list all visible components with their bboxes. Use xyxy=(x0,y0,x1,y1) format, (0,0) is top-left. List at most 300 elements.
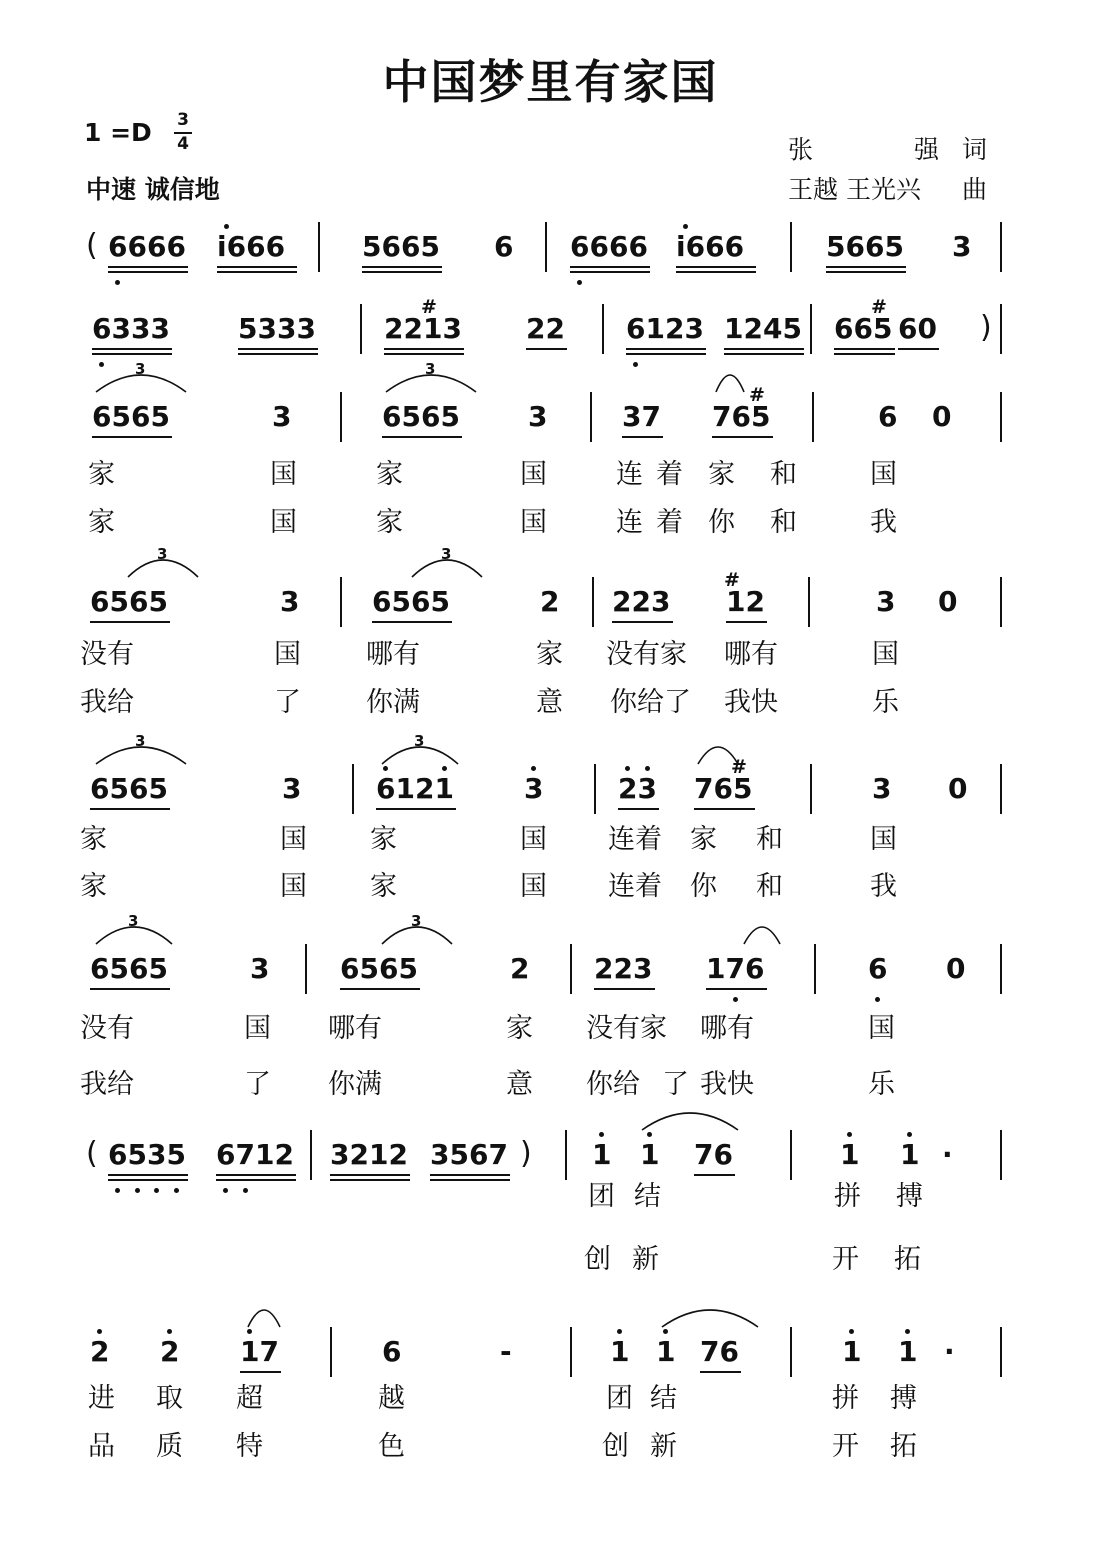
note-group: 37 xyxy=(622,400,661,433)
octave-low-dot xyxy=(243,1188,248,1193)
barline xyxy=(305,944,307,994)
note-group: 6333 xyxy=(92,312,170,345)
note-group: 3 xyxy=(250,952,270,985)
lyric-syllable: 你满 xyxy=(328,1069,382,1100)
note-group: 223 xyxy=(594,952,653,985)
lyric-syllable: 取 xyxy=(156,1383,183,1414)
barline xyxy=(570,944,572,994)
lyric-syllable: 和 xyxy=(756,824,783,855)
octave-low-dot xyxy=(633,362,638,367)
lyric-syllable: 家 xyxy=(708,459,735,490)
slur xyxy=(714,356,746,396)
octave-high-dot xyxy=(683,224,688,229)
beam-underline xyxy=(694,808,755,810)
lyric-syllable: 没有家 xyxy=(606,639,687,670)
beam-underline xyxy=(826,271,906,273)
note-group: 3 xyxy=(524,772,544,805)
lyric-syllable: 乐 xyxy=(872,687,899,718)
note-group: 6565 xyxy=(372,585,450,618)
beam-underline xyxy=(526,348,567,350)
system-6 xyxy=(0,942,1101,1022)
beam-underline xyxy=(90,808,170,810)
note-group: 765 xyxy=(712,400,771,433)
beam-underline xyxy=(217,266,297,268)
octave-high-dot xyxy=(599,1132,604,1137)
note-group: 5665 xyxy=(826,230,904,263)
parenthesis: ) xyxy=(980,310,992,345)
octave-high-dot xyxy=(905,1329,910,1334)
barline xyxy=(810,304,812,354)
sharp-accidental: # xyxy=(724,569,740,591)
lyric-syllable: 国 xyxy=(270,507,297,538)
beam-underline xyxy=(694,1174,735,1176)
lyric-syllable: 家 xyxy=(376,459,403,490)
barline xyxy=(1000,1327,1002,1377)
beam-underline xyxy=(92,348,172,350)
beam-underline xyxy=(626,348,706,350)
note-group: 176 xyxy=(706,952,765,985)
note-group: 3212 xyxy=(330,1138,408,1171)
note-group: 2 xyxy=(540,585,560,618)
lyric-syllable: 国 xyxy=(244,1013,271,1044)
lyric-syllable: 国 xyxy=(274,639,301,670)
key-signature: 1 =D xyxy=(84,118,152,147)
beam-underline xyxy=(330,1174,410,1176)
lyric-syllable: 拼 xyxy=(834,1181,861,1212)
barline xyxy=(1000,764,1002,814)
beam-underline xyxy=(612,621,673,623)
lyric-syllable: 国 xyxy=(520,871,547,902)
beam-underline xyxy=(240,1371,281,1373)
beam-underline xyxy=(570,271,650,273)
barline xyxy=(808,577,810,627)
barline xyxy=(360,304,362,354)
beam-underline xyxy=(376,808,456,810)
note-group: 76 xyxy=(700,1335,739,1368)
lyric-syllable: 了 xyxy=(662,1069,689,1100)
beam-underline xyxy=(384,353,464,355)
beam-underline xyxy=(382,436,462,438)
note-group: 6121 xyxy=(376,772,454,805)
lyric-syllable: 连 xyxy=(616,459,643,490)
beam-underline xyxy=(108,1174,188,1176)
note-group: 6666 xyxy=(570,230,648,263)
note-group: 1 xyxy=(840,1138,860,1171)
lyric-syllable: 了 xyxy=(274,687,301,718)
parenthesis: ( xyxy=(86,1136,98,1171)
lyric-syllable: 家 xyxy=(370,824,397,855)
composer-names: 王越 王光兴 xyxy=(788,175,921,204)
lyric-syllable: 家 xyxy=(536,639,563,670)
triplet-mark: 3 xyxy=(135,732,146,750)
lyric-syllable: 国 xyxy=(520,824,547,855)
lyric-syllable: 我快 xyxy=(700,1069,754,1100)
octave-high-dot xyxy=(645,766,650,771)
note-group: 60 xyxy=(898,312,937,345)
lyric-syllable: 我给 xyxy=(80,687,134,718)
beam-underline xyxy=(430,1179,510,1181)
beam-underline xyxy=(626,353,706,355)
beam-underline xyxy=(712,436,773,438)
lyric-syllable: 没有 xyxy=(80,1013,134,1044)
lyric-syllable: 家 xyxy=(690,824,717,855)
triplet-mark: 3 xyxy=(135,360,146,378)
lyric-syllable: 国 xyxy=(870,459,897,490)
note-group: 1 xyxy=(656,1335,676,1368)
barline xyxy=(330,1327,332,1377)
triplet-mark: 3 xyxy=(414,732,425,750)
lyricist-name-b: 强 xyxy=(914,135,940,164)
lyric-syllable: 拓 xyxy=(890,1431,917,1462)
lyric-syllable: 哪有 xyxy=(366,639,420,670)
lyric-syllable: 我给 xyxy=(80,1069,134,1100)
note-group: i666 xyxy=(217,230,286,263)
note-group: 6565 xyxy=(90,772,168,805)
barline xyxy=(1000,577,1002,627)
system-7 xyxy=(0,1128,1101,1208)
triplet-mark: 3 xyxy=(128,912,139,930)
barline xyxy=(565,1130,567,1180)
octave-low-dot xyxy=(115,1188,120,1193)
lyric-syllable: 团 xyxy=(606,1383,633,1414)
note-group: 665 xyxy=(834,312,893,345)
lyric-syllable: 你 xyxy=(708,507,735,538)
lyric-syllable: 哪有 xyxy=(328,1013,382,1044)
octave-high-dot xyxy=(531,766,536,771)
lyric-syllable: 国 xyxy=(872,639,899,670)
lyric-syllable: 连着 xyxy=(608,824,662,855)
note-group: 1 xyxy=(842,1335,862,1368)
lyric-syllable: 开 xyxy=(832,1244,859,1275)
note-group: 3 xyxy=(872,772,892,805)
octave-high-dot xyxy=(224,224,229,229)
lyric-syllable: 国 xyxy=(280,824,307,855)
note-group: 23 xyxy=(618,772,657,805)
parenthesis: ) xyxy=(520,1136,532,1171)
note-group: 2 xyxy=(510,952,530,985)
lyric-syllable: 哪有 xyxy=(700,1013,754,1044)
barline xyxy=(812,392,814,442)
sharp-accidental: # xyxy=(421,296,437,318)
lyricist-role: 词 xyxy=(962,135,988,164)
lyric-syllable: 你给 xyxy=(586,1069,640,1100)
lyric-syllable: 着 xyxy=(656,459,683,490)
beam-underline xyxy=(108,271,188,273)
lyric-syllable: 越 xyxy=(378,1383,405,1414)
octave-low-dot xyxy=(174,1188,179,1193)
system-5 xyxy=(0,756,1101,842)
lyric-syllable: 质 xyxy=(156,1431,183,1462)
octave-low-dot xyxy=(733,997,738,1002)
barline xyxy=(1000,1130,1002,1180)
lyric-syllable: 着 xyxy=(656,507,683,538)
note-group: 2213 xyxy=(384,312,462,345)
beam-underline xyxy=(108,266,188,268)
barline xyxy=(590,392,592,442)
note-group: · xyxy=(944,1335,955,1368)
beam-underline xyxy=(706,988,767,990)
slur xyxy=(246,1291,282,1331)
lyric-syllable: 我 xyxy=(870,871,897,902)
beam-underline xyxy=(676,271,756,273)
barline xyxy=(594,764,596,814)
triplet-mark: 3 xyxy=(157,545,168,563)
beam-underline xyxy=(108,1179,188,1181)
beam-underline xyxy=(340,988,420,990)
lyric-syllable: 和 xyxy=(770,459,797,490)
note-group: · xyxy=(942,1138,953,1171)
lyric-syllable: 新 xyxy=(650,1431,677,1462)
lyric-syllable: 国 xyxy=(868,1013,895,1044)
note-group: 0 xyxy=(946,952,966,985)
barline xyxy=(592,577,594,627)
note-group: 6 xyxy=(494,230,514,263)
time-signature-denominator: 4 xyxy=(177,134,189,154)
beam-underline xyxy=(898,348,939,350)
lyric-syllable: 家 xyxy=(506,1013,533,1044)
note-group: 6535 xyxy=(108,1138,186,1171)
barline xyxy=(1000,944,1002,994)
lyric-syllable: 开 xyxy=(832,1431,859,1462)
beam-underline xyxy=(238,353,318,355)
barline xyxy=(570,1327,572,1377)
lyric-syllable: 家 xyxy=(88,507,115,538)
beam-underline xyxy=(384,348,464,350)
lyric-syllable: 国 xyxy=(520,507,547,538)
note-group: 0 xyxy=(938,585,958,618)
beam-underline xyxy=(330,1179,410,1181)
parenthesis: ( xyxy=(86,228,98,263)
barline xyxy=(790,1130,792,1180)
beam-underline xyxy=(372,621,452,623)
note-group: 3 xyxy=(876,585,896,618)
lyric-syllable: 创 xyxy=(602,1431,629,1462)
tempo-marking: 中速 诚信地 xyxy=(86,175,220,204)
barline xyxy=(1000,392,1002,442)
song-title: 中国梦里有家国 xyxy=(382,55,719,109)
note-group: 6 xyxy=(878,400,898,433)
lyric-syllable: 没有家 xyxy=(586,1013,667,1044)
system-1 xyxy=(0,220,1101,300)
beam-underline xyxy=(362,266,442,268)
lyric-syllable: 家 xyxy=(80,824,107,855)
octave-high-dot xyxy=(617,1329,622,1334)
barline xyxy=(340,392,342,442)
beam-underline xyxy=(676,266,756,268)
barline xyxy=(1000,222,1002,272)
slur xyxy=(660,1291,760,1331)
note-group: 6666 xyxy=(108,230,186,263)
note-group: 6565 xyxy=(92,400,170,433)
lyric-syllable: 了 xyxy=(244,1069,271,1100)
beam-underline xyxy=(594,988,655,990)
lyric-syllable: 品 xyxy=(88,1431,115,1462)
beam-underline xyxy=(570,266,650,268)
beam-underline xyxy=(362,271,442,273)
lyric-syllable: 结 xyxy=(650,1383,677,1414)
triplet-mark: 3 xyxy=(411,912,422,930)
sharp-accidental: # xyxy=(871,296,887,318)
note-group: 6123 xyxy=(626,312,704,345)
octave-high-dot xyxy=(907,1132,912,1137)
lyric-syllable: 家 xyxy=(80,871,107,902)
lyric-syllable: 搏 xyxy=(896,1181,923,1212)
lyric-syllable: 拓 xyxy=(894,1244,921,1275)
note-group: - xyxy=(500,1335,512,1368)
lyric-syllable: 拼 xyxy=(832,1383,859,1414)
lyric-syllable: 你给了 xyxy=(610,687,691,718)
beam-underline xyxy=(618,808,659,810)
beam-underline xyxy=(238,348,318,350)
triplet-mark: 3 xyxy=(441,545,452,563)
barline xyxy=(340,577,342,627)
note-group: 0 xyxy=(932,400,952,433)
octave-high-dot xyxy=(849,1329,854,1334)
lyric-syllable: 创 xyxy=(584,1244,611,1275)
beam-underline xyxy=(834,353,895,355)
lyric-syllable: 意 xyxy=(536,687,563,718)
note-group: 6565 xyxy=(340,952,418,985)
barline xyxy=(310,1130,312,1180)
note-group: 1 xyxy=(640,1138,660,1171)
note-group: 17 xyxy=(240,1335,279,1368)
barline xyxy=(810,764,812,814)
lyric-syllable: 团 xyxy=(588,1181,615,1212)
note-group: 6565 xyxy=(90,585,168,618)
time-signature-numerator: 3 xyxy=(177,110,189,130)
octave-low-dot xyxy=(135,1188,140,1193)
note-group: 1 xyxy=(610,1335,630,1368)
beam-underline xyxy=(724,353,804,355)
lyric-syllable: 连 xyxy=(616,507,643,538)
note-group: 6 xyxy=(868,952,888,985)
lyricist-name-a: 张 xyxy=(788,135,814,164)
lyric-syllable: 我 xyxy=(870,507,897,538)
octave-high-dot xyxy=(847,1132,852,1137)
barline xyxy=(352,764,354,814)
note-group: 1245 xyxy=(724,312,802,345)
beam-underline xyxy=(700,1371,741,1373)
lyric-syllable: 进 xyxy=(88,1383,115,1414)
lyric-syllable: 和 xyxy=(770,507,797,538)
composer-credit xyxy=(788,170,998,202)
beam-underline xyxy=(90,988,170,990)
lyric-syllable: 没有 xyxy=(80,639,134,670)
note-group: 3 xyxy=(272,400,292,433)
octave-low-dot xyxy=(115,280,120,285)
lyric-syllable: 国 xyxy=(270,459,297,490)
barline xyxy=(790,1327,792,1377)
lyric-syllable: 你 xyxy=(690,871,717,902)
note-group: 5665 xyxy=(362,230,440,263)
note-group: 3 xyxy=(282,772,302,805)
beam-underline xyxy=(92,436,172,438)
beam-underline xyxy=(216,1179,296,1181)
lyric-syllable: 搏 xyxy=(890,1383,917,1414)
lyric-syllable: 国 xyxy=(280,871,307,902)
lyric-syllable: 你满 xyxy=(366,687,420,718)
octave-high-dot xyxy=(625,766,630,771)
lyric-syllable: 家 xyxy=(88,459,115,490)
lyric-syllable: 国 xyxy=(520,459,547,490)
lyric-syllable: 国 xyxy=(870,824,897,855)
note-group: 6565 xyxy=(90,952,168,985)
note-group: 1 xyxy=(592,1138,612,1171)
beam-underline xyxy=(826,266,906,268)
note-group: 3 xyxy=(952,230,972,263)
note-group: i666 xyxy=(676,230,745,263)
beam-underline xyxy=(217,271,297,273)
barline xyxy=(318,222,320,272)
barline xyxy=(1000,304,1002,354)
note-group: 22 xyxy=(526,312,565,345)
sharp-accidental: # xyxy=(731,756,747,778)
note-group: 6565 xyxy=(382,400,460,433)
beam-underline xyxy=(726,621,767,623)
lyric-syllable: 新 xyxy=(632,1244,659,1275)
note-group: 3567 xyxy=(430,1138,508,1171)
note-group: 765 xyxy=(694,772,753,805)
lyric-syllable: 乐 xyxy=(868,1069,895,1100)
lyric-syllable: 色 xyxy=(378,1431,405,1462)
barline xyxy=(545,222,547,272)
note-group: 5333 xyxy=(238,312,316,345)
triplet-mark: 3 xyxy=(425,360,436,378)
beam-underline xyxy=(622,436,663,438)
lyric-syllable: 连着 xyxy=(608,871,662,902)
lyric-syllable: 意 xyxy=(506,1069,533,1100)
composer-role: 曲 xyxy=(962,175,988,204)
barline xyxy=(790,222,792,272)
beam-underline xyxy=(90,621,170,623)
note-group: 3 xyxy=(528,400,548,433)
sharp-accidental: # xyxy=(749,384,765,406)
note-group: 12 xyxy=(726,585,765,618)
note-group: 3 xyxy=(280,585,300,618)
slur xyxy=(742,908,782,948)
lyric-syllable: 哪有 xyxy=(724,639,778,670)
beam-underline xyxy=(834,348,895,350)
note-group: 76 xyxy=(694,1138,733,1171)
barline xyxy=(814,944,816,994)
lyric-syllable: 超 xyxy=(236,1383,263,1414)
note-group: 0 xyxy=(948,772,968,805)
beam-underline xyxy=(92,353,172,355)
system-3 xyxy=(0,384,1101,470)
beam-underline xyxy=(724,348,804,350)
lyric-syllable: 我快 xyxy=(724,687,778,718)
octave-high-dot xyxy=(97,1329,102,1334)
note-group: 223 xyxy=(612,585,671,618)
lyric-syllable: 家 xyxy=(370,871,397,902)
note-group: 6 xyxy=(382,1335,402,1368)
lyric-syllable: 和 xyxy=(756,871,783,902)
octave-low-dot xyxy=(154,1188,159,1193)
barline xyxy=(602,304,604,354)
lyric-syllable: 家 xyxy=(376,507,403,538)
slur xyxy=(696,728,740,768)
note-group: 6712 xyxy=(216,1138,294,1171)
lyric-syllable: 特 xyxy=(236,1431,263,1462)
octave-low-dot xyxy=(875,997,880,1002)
note-group: 2 xyxy=(160,1335,180,1368)
note-group: 1 xyxy=(898,1335,918,1368)
note-group: 1 xyxy=(900,1138,920,1171)
octave-low-dot xyxy=(223,1188,228,1193)
lyricist-credit xyxy=(788,130,998,162)
note-group: 2 xyxy=(90,1335,110,1368)
lyric-syllable: 结 xyxy=(634,1181,661,1212)
